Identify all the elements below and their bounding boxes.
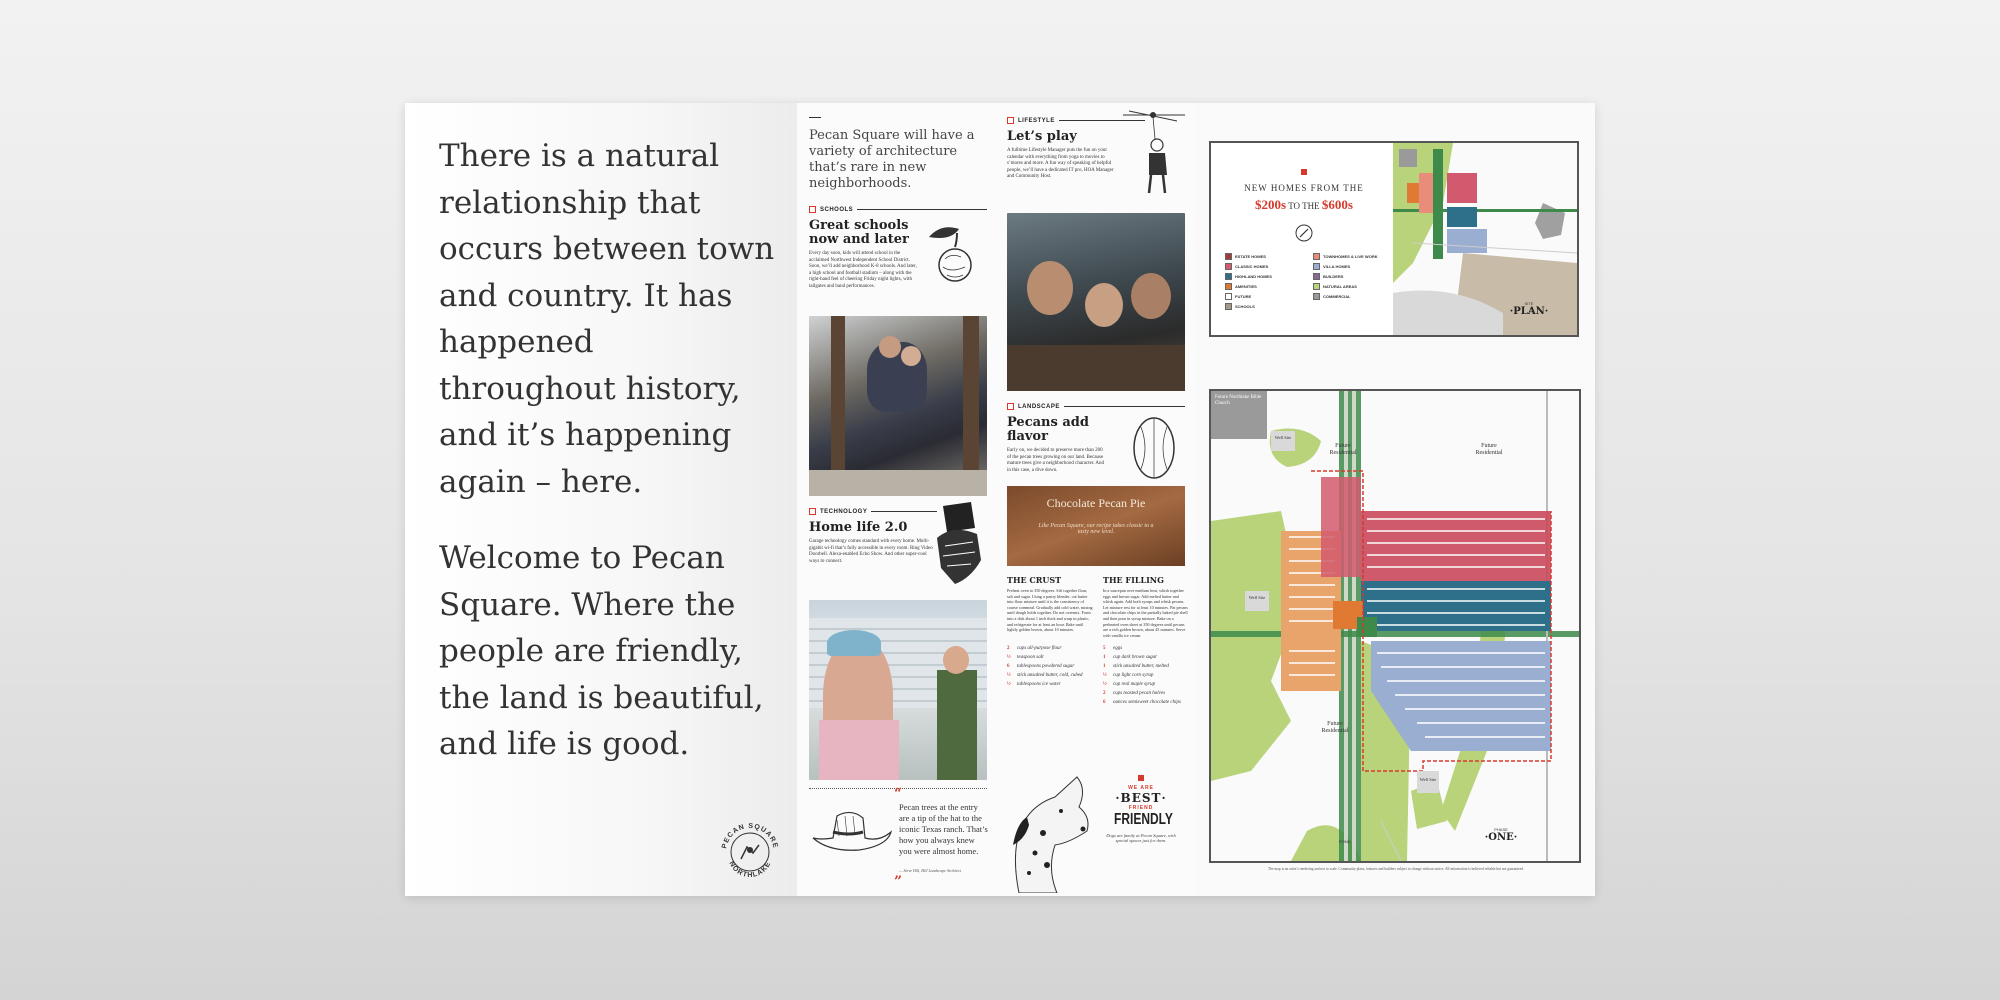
seal-bottom-text: NORTHLAKE [727,860,773,880]
legend-item [1313,293,1383,300]
schools-heading: Great schools now and later [809,218,909,247]
landscape-heading: Pecans add flavor [1007,415,1089,444]
schools-tag: SCHOOLS [809,206,987,213]
legend-item [1225,283,1309,290]
hand-phone-icon [931,498,991,588]
dogs-text-block [1105,775,1177,843]
legend-label: BUILDERS [1323,274,1344,279]
ingredient-item: teaspoon salt [1017,655,1044,661]
plan-to-the: TO THE [1288,201,1320,211]
filling-heading: THE FILLING [1103,575,1164,585]
hat-quote-attribution: — Steve Hill, Hill Landscape Architect [899,868,962,873]
features-column-left [797,103,995,890]
features-column-right [997,103,1195,843]
lifestyle-body: A fulltime Lifestyle Manager puts the fun on your calendar with everything from yoga to movies to s’mores and more. A fun way of speaking of helpful people, we’ll have a dedicated IT pro, HOA Manager and Community Host. [1007,148,1114,179]
ingredient-row [1103,644,1189,653]
pond-label: POND [1339,839,1351,844]
legend-label: HIGHLAND HOMES [1235,274,1272,279]
legend-swatch [1225,253,1232,260]
quote-open-icon: “ [894,786,903,802]
legend-swatch [1313,253,1320,260]
dogs-friend: FRIEND [1128,805,1154,811]
ingredient-qty: ½ [1007,655,1011,661]
legend-label: SCHOOLS [1235,304,1255,309]
seal-top-text: PECAN SQUARE [721,822,779,850]
legend-item [1225,293,1309,300]
brochure [405,103,1595,896]
ingredient-item: cups toasted pecan halves [1113,691,1166,697]
ingredient-item: cup real maple syrup [1113,682,1156,688]
legend-item [1225,273,1309,280]
recipe-title: Chocolate Pecan Pie [1046,496,1146,510]
technology-body: Garage technology comes standard with every home. Multi-gigabit wi-fi that’s fully accessible in every room. Ring Video Doorbell. Alexa-enabled Echo Show. And other super-cool ways to connect. [809,539,933,564]
phase-one-label: ·ONE· [1484,832,1518,843]
dogs-friendly: FRIENDLY [1114,811,1173,828]
ingredient-qty: 2 [1103,691,1106,697]
ingredient-item: stick unsalted butter, melted [1113,664,1169,670]
legend-swatch [1225,283,1232,290]
quote-close-icon: ” [894,874,903,890]
tag-square-icon [1007,117,1014,124]
landscape-tag: LANDSCAPE [1007,403,1185,410]
plan-price-low: $200s [1255,197,1287,212]
map-disclaimer: The map is an artist’s rendering and not to scale. Community plans, features and builders subject to change without notice. All information is believed reliable but not guaranteed. [1268,867,1524,871]
legend-item [1225,303,1309,310]
recipe-subtitle: Like Pecan Square, our recipe takes classic to a tasty new level. [1038,523,1154,535]
ingredient-row [1007,671,1093,680]
future-residential-label-3: Future Residential [1321,721,1349,734]
ingredient-row [1103,689,1189,698]
plan-label-small: SITE [1524,301,1534,306]
schools-body: Every day soon, kids will attend school in the acclaimed Northwest Independent School District. Soon, we’ll add neighborhood K-8 schools. And later, a high school and football stadium – along with the right-hand feel of cheering Friday night lights, with tailgates and band performances. [809,251,917,289]
ingredient-item: cup dark brown sugar [1113,655,1158,661]
legend-item [1313,273,1383,280]
map-panel [1195,103,1595,896]
ingredient-row [1103,680,1189,689]
ingredient-item: ounces semisweet chocolate chips [1113,700,1181,706]
ingredient-item: tablespoons ice water [1017,682,1061,688]
ingredient-item: eggs [1113,646,1123,652]
architecture-text: Pecan Square will have a variety of architecture that’s rare in new neighborhoods. [809,128,975,191]
plan-price-high: $600s [1321,197,1353,212]
ingredient-qty: ½ [1103,682,1107,688]
ingredient-row [1103,662,1189,671]
legend-item [1225,253,1309,260]
legend-label: NATURAL AREAS [1323,284,1357,289]
legend-label: FUTURE [1235,294,1252,299]
crust-body: Preheat oven to 350 degrees. Sift together flour, salt and sugar. Using a pastry blender, cut butter into flour mixture until it is the consistency of coarse cornmeal. Gradually add cold water, mixing until dough holds together. Do not overmix. Form into a disk about 1 inch thick and wrap in plastic, and refrigerate for at least an hour. Bake until lightly golden brown, about 10 minutes. [1007,588,1093,633]
church-label: Future Northlake Bible Church [1215,395,1262,406]
landscape-section [1007,403,1185,474]
hat-quote-text: Pecan trees at the entry are a tip of the hat to the iconic Texas ranch. That’s how you always knew you were almost home. [899,802,988,856]
dalmatian-dog-icon [999,773,1099,893]
legend-label: CLASSIC HOMES [1235,264,1269,269]
pecan-square-seal [717,819,783,885]
legend-label: TOWNHOMES & LIVE WORK [1323,254,1378,259]
legend-swatch [1225,263,1232,270]
kite-kid-icon [1119,109,1189,195]
plan-overview-map [1209,141,1579,337]
intro-paragraph-1: There is a natural relationship that occurs between town and country. It has happened throughout history, and it’s happening again – here. [439,138,775,500]
ingredient-row [1103,698,1189,707]
ingredient-qty: 5 [1103,646,1106,652]
lifestyle-tag: LIFESTYLE [1007,117,1185,124]
tag-square-icon [1007,403,1014,410]
red-square-icon [1301,169,1307,175]
red-square-icon [1138,775,1144,781]
short-rule [809,117,821,118]
ingredient-qty: 6 [1103,700,1106,706]
crust-ingredients [1007,644,1093,707]
lifestyle-section [1007,117,1185,181]
ingredient-row [1007,644,1093,653]
well-site-label-1: Well Site [1274,435,1292,440]
compass-icon [1294,223,1314,243]
legend-swatch [1225,273,1232,280]
legend-label: ESTATE HOMES [1235,254,1266,259]
ingredient-item: stick unsalted butter, cold, cubed [1017,673,1083,679]
technology-section [809,508,987,565]
kids-playing-photo [809,600,987,780]
legend-swatch [1313,283,1320,290]
svg-text:PECAN SQUARE [721,823,779,849]
ingredient-row [1007,680,1093,689]
legend-label: VILLA HOMES [1323,264,1351,269]
ingredient-qty: ½ [1007,673,1011,679]
legend-label: AMENITIES [1235,284,1257,289]
legend-item [1225,263,1309,270]
phase-one-map-graphic [1211,391,1579,861]
hat-quote-section [809,788,987,888]
legend-swatch [1313,273,1320,280]
legend-swatch [1225,303,1232,310]
ingredient-qty: ½ [1103,673,1107,679]
dogs-section [997,763,1195,896]
plan-map-graphic [1393,143,1577,335]
apple-icon [921,219,987,289]
future-residential-label-2: Future Residential [1475,443,1503,456]
svg-text:NORTHLAKE [727,860,772,879]
legend-item [1313,253,1383,260]
legend-swatch [1225,293,1232,300]
dogs-we-are: WE ARE [1128,785,1154,791]
tag-square-icon [809,206,816,213]
plan-new-homes: NEW HOMES FROM THE [1244,183,1364,193]
schools-section [809,206,987,290]
ingredient-row [1007,662,1093,671]
filling-ingredients [1103,644,1189,707]
ingredient-qty: 2 [1007,646,1010,652]
ingredient-item: tablespoons powdered sugar [1017,664,1075,670]
phase-one-map [1209,389,1581,863]
legend-swatch [1313,263,1320,270]
ingredient-qty: 1 [1103,664,1106,670]
legend-item [1313,283,1383,290]
cowboy-hat-icon [809,802,893,860]
ingredient-row [1103,671,1189,680]
plan-label: ·PLAN· [1509,306,1549,317]
plan-info [1211,143,1393,335]
pecan-nut-icon [1127,413,1181,483]
plan-title [1489,301,1569,317]
dogs-body: Dogs are family at Pecan Square, with special spaces just for them. [1106,833,1176,843]
well-site-label-2: Well Site [1248,595,1266,600]
ingredient-item: cups all-purpose flour [1017,646,1062,652]
filling-body: In a saucepan over medium heat, whisk together eggs and brown sugar. Add melted butter and whisk again. Add both syrups and whisk pecans. Let mixture rest for at least 10 minutes. Pat pecans and chocolate chips in the partially baked pie shell and then pour in syrup mixture. Bake on a preheated oven sheet at 350 degrees until pecans are a rich golden brown, about 45 minutes. Serve with vanilla ice cream. [1103,588,1188,638]
technology-heading: Home life 2.0 [809,520,908,535]
ingredient-row [1007,653,1093,662]
legend-item [1313,263,1383,270]
future-residential-label-1: Future Residential [1329,443,1357,456]
kids-hugging-photo [809,316,987,496]
recipe-steps [1007,575,1189,707]
legend-swatch [1313,293,1320,300]
ingredient-row [1103,653,1189,662]
friends-drinks-photo [1007,213,1185,391]
tag-square-icon [809,508,816,515]
legend-label: COMMERCIAL [1323,294,1351,299]
dogs-best: ·BEST· [1115,791,1167,805]
pie-recipe-card [1007,486,1185,566]
ingredient-qty: 1 [1103,655,1106,661]
crust-heading: THE CRUST [1007,575,1062,585]
ingredient-qty: ½ [1007,682,1011,688]
features-panel [797,103,1195,896]
well-site-label-3: Well Site [1419,777,1437,782]
technology-tag: TECHNOLOGY [809,508,987,515]
intro-paragraph-2: Welcome to Pecan Square. Where the people are friendly, the land is beautiful, and life is good. [439,540,764,762]
ingredient-qty: 6 [1007,664,1010,670]
landscape-body: Early on, we decided to preserve more than 200 of the pecan trees growing on our land. Because mature trees give a neighborhood character. And in this case, a dive down. [1007,448,1105,473]
intro-text [439,133,779,768]
intro-panel [405,103,797,896]
phase-one-title [1461,827,1541,843]
plan-legend [1225,253,1383,310]
lifestyle-heading: Let’s play [1007,129,1077,144]
phase-label: PHASE [1494,827,1508,832]
ingredient-item: cup light corn syrup [1113,673,1154,679]
